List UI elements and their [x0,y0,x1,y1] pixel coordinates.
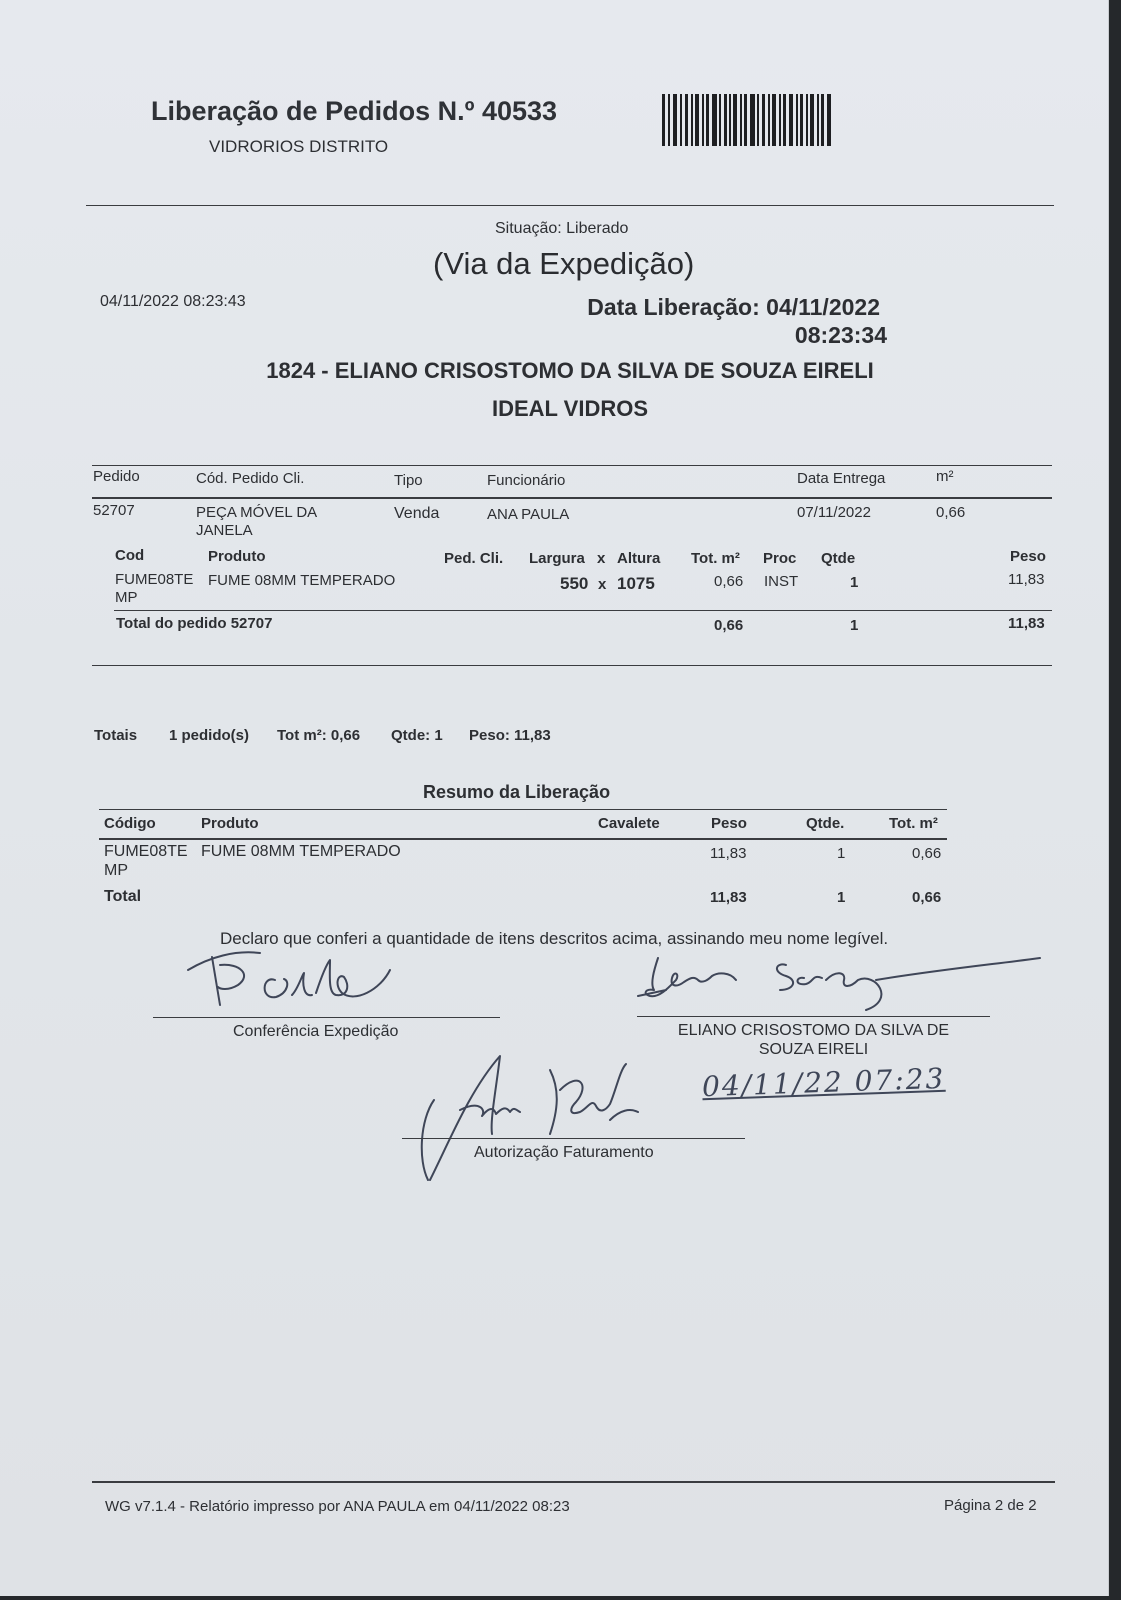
summary-code-cont: MP [104,862,128,879]
item-code-cont: MP [115,589,138,606]
copy-type-heading: (Via da Expedição) [433,246,695,281]
summary-header-divider [99,838,947,840]
client-trade-name: IDEAL VIDROS [491,396,649,421]
summary-code: FUME08TE [104,843,188,860]
order-total-qtde: 1 [850,617,859,634]
item-header-cod: Cod [115,547,145,564]
item-total-divider [114,610,1052,611]
footer-divider [92,1481,1055,1483]
client-label-line2: SOUZA EIRELI [758,1041,869,1058]
summary-header-qtde: Qtde. [806,815,845,832]
item-dimension-x: x [598,576,607,593]
summary-header-tot-m2: Tot. m² [889,815,938,832]
summary-top-divider [99,809,947,810]
summary-total-label: Total [104,888,142,905]
delivery-date: 07/11/2022 [797,504,871,521]
summary-total-tot-m2: 0,66 [912,889,942,906]
client-signature-line [637,1016,990,1017]
item-width: 550 [560,574,589,593]
client-label-line1: ELIANO CRISOSTOMO DA SILVA DE [677,1022,950,1039]
item-header-peso: Peso [1010,548,1046,565]
client-order-code: PEÇA MÓVEL DA [196,504,318,521]
summary-header-peso: Peso [711,815,747,832]
totals-qtde: Qtde: 1 [391,727,443,744]
order-type: Venda [394,505,440,522]
table-bottom-divider [92,665,1052,666]
col-header-m2: m² [936,468,954,485]
order-total-peso: 11,83 [1008,615,1045,632]
item-header-qtde: Qtde [821,550,856,567]
autorizacao-signature [410,1050,670,1190]
summary-product: FUME 08MM TEMPERADO [201,843,401,860]
item-tot-m2: 0,66 [714,573,744,590]
release-date: Data Liberação: 04/11/2022 [587,294,880,320]
item-header-ped-cli: Ped. Cli. [444,550,504,567]
totals-label: Totais [94,727,138,744]
col-header-funcionario: Funcionário [487,472,566,489]
autorizacao-signature-line [402,1138,745,1139]
summary-header-cavalete: Cavalete [598,815,660,832]
item-proc: INST [764,573,799,590]
conferencia-label: Conferência Expedição [233,1023,399,1040]
status-text: Situação: Liberado [495,220,629,237]
summary-header-codigo: Código [104,815,156,832]
table-top-divider [92,465,1052,466]
employee: ANA PAULA [487,506,570,523]
item-header-proc: Proc [763,550,797,567]
order-total-label: Total do pedido 52707 [116,615,273,632]
client-order-code-cont: JANELA [196,522,253,539]
item-product: FUME 08MM TEMPERADO [208,572,396,589]
item-header-tot-m2: Tot. m² [691,550,740,567]
summary-title: Resumo da Liberação [423,782,611,802]
item-height: 1075 [617,574,655,593]
footer-page-number: Página 2 de 2 [944,1497,1037,1514]
item-code: FUME08TE [115,571,194,588]
col-header-cod-pedido-cli: Cód. Pedido Cli. [196,470,305,487]
item-qtde: 1 [850,574,859,591]
item-header-produto: Produto [208,548,266,565]
item-header-altura: Altura [617,550,661,567]
summary-header-produto: Produto [201,815,259,832]
barcode [662,94,832,146]
item-peso: 11,83 [1008,571,1045,588]
conferencia-signature-line [153,1017,500,1018]
totals-peso: Peso: 11,83 [469,727,551,744]
autorizacao-label: Autorização Faturamento [474,1144,654,1161]
handwritten-date: 04/11/22 07:23 [701,1061,946,1104]
summary-total-qtde: 1 [837,889,846,906]
document-title: Liberação de Pedidos N.º 40533 [151,96,558,126]
conferencia-signature [180,945,440,1020]
summary-total-peso: 11,83 [710,889,747,906]
order-total-m2: 0,66 [714,617,744,634]
col-header-tipo: Tipo [394,472,423,489]
col-header-pedido: Pedido [93,468,140,485]
table-header-divider [92,497,1052,499]
printed-datetime: 04/11/2022 08:23:43 [100,293,246,310]
summary-peso: 11,83 [710,845,747,862]
item-header-x: x [597,550,606,567]
col-header-data-entrega: Data Entrega [797,470,886,487]
summary-tot-m2: 0,66 [912,845,942,862]
company-name: VIDRORIOS DISTRITO [209,137,389,156]
release-time: 08:23:34 [794,322,887,348]
client-signature [636,950,1046,1020]
item-header-largura: Largura [529,550,585,567]
header-divider [86,205,1054,206]
summary-qtde: 1 [837,845,846,862]
order-m2: 0,66 [936,504,966,521]
client-name: 1824 - ELIANO CRISOSTOMO DA SILVA DE SOUZA EIRELI [266,358,874,383]
totals-orders: 1 pedido(s) [169,727,250,744]
declaration-text: Declaro que conferi a quantidade de itens descritos acima, assinando meu nome legível. [220,929,889,948]
footer-printed-by: WG v7.1.4 - Relatório impresso por ANA PAULA em 04/11/2022 08:23 [105,1498,570,1515]
order-number: 52707 [93,502,135,519]
totals-m2: Tot m²: 0,66 [277,727,361,744]
